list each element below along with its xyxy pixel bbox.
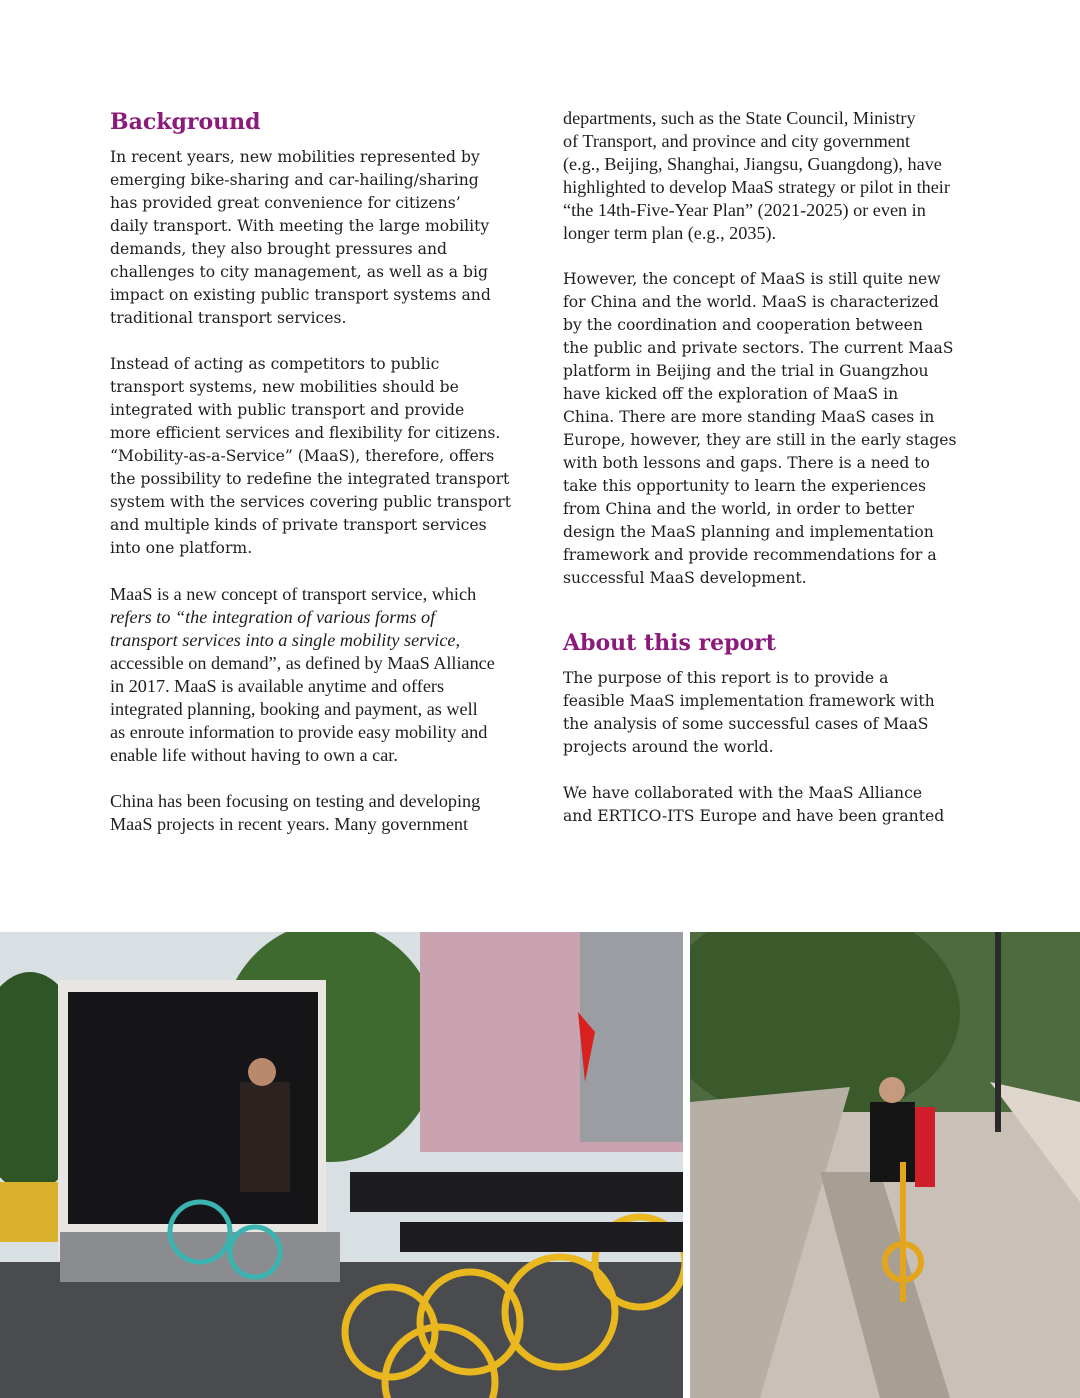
text-line: more efficient services and flexibility for citizens.	[110, 424, 501, 442]
text-line: demands, they also brought pressures and	[110, 240, 447, 258]
photo-bike-truck-street	[0, 932, 683, 1398]
text-line: successful MaaS development.	[563, 569, 807, 587]
text-line: However, the concept of MaaS is still quite new	[563, 270, 941, 288]
text-line: impact on existing public transport systems and	[110, 286, 491, 304]
text-line: departments, such as the State Council, Ministry	[563, 108, 916, 128]
text-line: into one platform.	[110, 539, 253, 557]
text-line: integrated planning, booking and payment, as well	[110, 699, 478, 719]
text-line: transport systems, new mobilities should be	[110, 378, 459, 396]
text-line: in 2017. MaaS is available anytime and offers	[110, 676, 445, 696]
text-line: China has been focusing on testing and developing	[110, 791, 481, 811]
text-line: emerging bike-sharing and car-hailing/sharing	[110, 171, 479, 189]
text-line: longer term plan (e.g., 2035).	[563, 223, 777, 243]
paragraph-departments	[563, 107, 983, 245]
text-line: transport services into a single mobility service,	[110, 630, 461, 650]
text-line: projects around the world.	[563, 738, 774, 756]
text-line: Europe, however, they are still in the early stages	[563, 431, 957, 449]
text-line: design the MaaS planning and implementation	[563, 523, 934, 541]
text-line: of Transport, and province and city government	[563, 131, 911, 151]
text-line: The purpose of this report is to provide a	[563, 669, 889, 687]
text-line: by the coordination and cooperation between	[563, 316, 923, 334]
paragraph-maas-definition	[110, 583, 530, 767]
text-line: integrated with public transport and provide	[110, 401, 465, 419]
text-line: traditional transport services.	[110, 309, 347, 327]
paragraph-however	[563, 268, 983, 590]
text-line: the public and private sectors. The current MaaS	[563, 339, 954, 357]
paragraph-purpose	[563, 667, 983, 759]
text-line: the possibility to redefine the integrated transport	[110, 470, 510, 488]
paragraph-collaboration	[563, 782, 983, 828]
text-line: system with the services covering public transport	[110, 493, 511, 511]
text-line: MaaS is a new concept of transport service, which	[110, 584, 477, 604]
text-line: from China and the world, in order to better	[563, 500, 914, 518]
text-line: and multiple kinds of private transport services	[110, 516, 487, 534]
text-line: refers to “the integration of various forms of	[110, 607, 436, 627]
text-line: framework and provide recommendations for a	[563, 546, 937, 564]
text-line: challenges to city management, as well as a big	[110, 263, 488, 281]
left-column	[110, 106, 530, 859]
text-line: MaaS projects in recent years. Many government	[110, 814, 469, 834]
photo-illustration	[0, 932, 683, 1398]
text-line: enable life without having to own a car.	[110, 745, 398, 765]
text-line: has provided great convenience for citizens’	[110, 194, 461, 212]
text-line: (e.g., Beijing, Shanghai, Jiangsu, Guangdong), have	[563, 154, 942, 174]
text-line: We have collaborated with the MaaS Alliance	[563, 784, 923, 802]
text-line: take this opportunity to learn the experiences	[563, 477, 927, 495]
text-line: and ERTICO-ITS Europe and have been granted	[563, 807, 945, 825]
photo-cyclist-bridge	[690, 932, 1080, 1398]
text-line: “Mobility-as-a-Service” (MaaS), therefore, offers	[110, 447, 495, 465]
text-line: highlighted to develop MaaS strategy or pilot in their	[563, 177, 950, 197]
text-line: China. There are more standing MaaS cases in	[563, 408, 935, 426]
paragraph-competitors	[110, 353, 530, 560]
text-line: daily transport. With meeting the large mobility	[110, 217, 490, 235]
text-line: Instead of acting as competitors to public	[110, 355, 440, 373]
text-line: as enroute information to provide easy mobility and	[110, 722, 488, 742]
text-line: feasible MaaS implementation framework with	[563, 692, 935, 710]
photo-illustration	[690, 932, 1080, 1398]
right-column	[563, 107, 983, 851]
text-line: platform in Beijing and the trial in Guangzhou	[563, 362, 929, 380]
text-line: have kicked off the exploration of MaaS in	[563, 385, 899, 403]
text-line: for China and the world. MaaS is characterized	[563, 293, 939, 311]
paragraph-intro	[110, 146, 530, 330]
section-heading-about: About this report	[563, 630, 776, 656]
text-line: In recent years, new mobilities represented by	[110, 148, 480, 166]
paragraph-china	[110, 790, 530, 836]
section-heading-background: Background	[110, 109, 261, 135]
text-line: with both lessons and gaps. There is a need to	[563, 454, 930, 472]
text-line: accessible on demand”, as defined by MaaS Alliance	[110, 653, 495, 673]
text-line: the analysis of some successful cases of MaaS	[563, 715, 929, 733]
text-line: “the 14th-Five-Year Plan” (2021-2025) or even in	[563, 200, 926, 220]
